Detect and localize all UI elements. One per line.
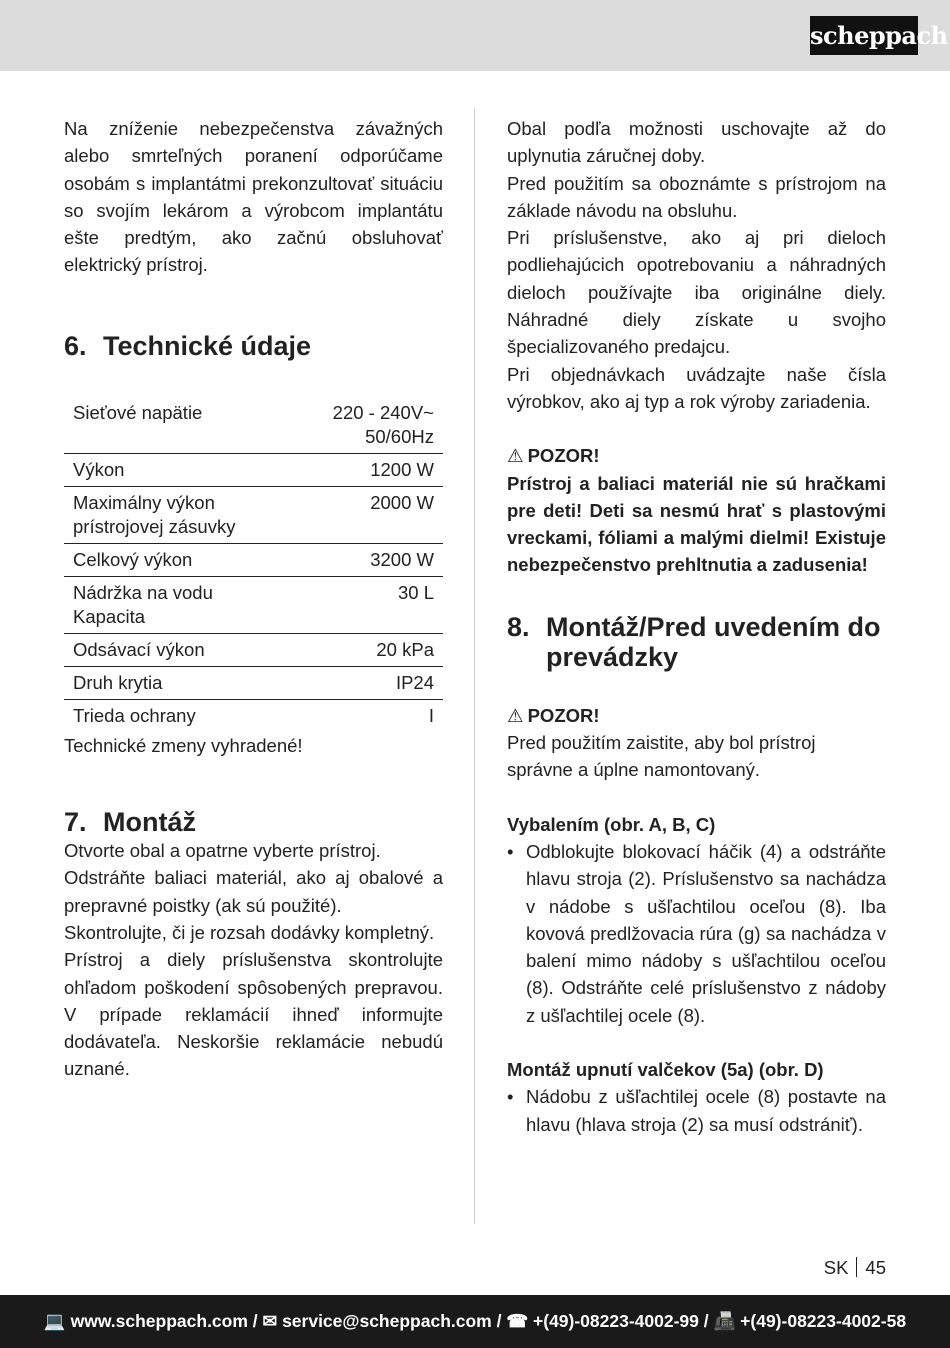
spec-label: Sieťové napätie (73, 401, 203, 423)
implant-warning-paragraph: Na zníženie nebezpečenstva závažných alebo smrteľných poranení odporúčame osobám s implantátmi prekonzultovať situáciu so svojím lekárom a výrobcom implantátu ešte predtým, ako začnú obsluhovať elektrický prístroj. (64, 118, 443, 276)
phone-icon: ☎ (506, 1311, 529, 1331)
phone-number[interactable]: +(49)-08223-4002-99 (533, 1311, 699, 1331)
list-item: • Odblokujte blokovací háčik (4) a odstráňte hlavu stroja (2). Príslušenstvo sa nachádza v nádobe s ušľachtilou oceľou (8). Iba kovová predlžovacia rúra (g) sa nachádza v balení mimo nádoby s ušľachtilou oceľou (8). Odstráňte celé príslušenstvo z nádoby z ušľachtilej ocele (8). (507, 838, 886, 1029)
spec-label: Výkon (73, 458, 125, 480)
warning-text: Prístroj a baliaci materiál nie sú hračkami pre deti! Deti sa nesmú hrať s plastovými vreckami, fóliami a malými dielmi! Existuje nebezpečenstvo prehltnutia a zadusenia! (507, 472, 886, 576)
section-6-heading (64, 331, 443, 361)
technical-changes-note: Technické zmeny vyhradené! (64, 734, 303, 756)
footer-separator: / (247, 1311, 263, 1331)
spec-value: IP24 (395, 671, 434, 693)
page-number (824, 1254, 886, 1281)
assembly-paragraph: Skontrolujte, či je rozsah dodávky kompletný. (64, 921, 435, 943)
spec-label: Druh krytia (73, 671, 163, 693)
footer-bar (0, 1295, 950, 1348)
roller-mount-subheading: Montáž upnutí valčekov (5a) (obr. D) (507, 1059, 824, 1081)
assembly-paragraph: Otvorte obal a opatrne vyberte prístroj. (64, 840, 381, 862)
fax-icon: 📠 (713, 1311, 736, 1331)
spec-label: Odsávací výkon (73, 638, 205, 660)
section-7-heading (64, 807, 443, 837)
spec-value: I (428, 704, 434, 726)
section-8-heading (507, 612, 886, 672)
table-row (64, 543, 443, 576)
spec-value: 30 L (397, 581, 434, 603)
warning-triangle-icon: ⚠ (507, 704, 524, 726)
section-number: 7. (64, 807, 87, 838)
spec-value: 20 kPa (376, 638, 434, 660)
table-row (64, 453, 443, 486)
body-paragraph: Pred použitím sa oboznámte s prístrojom na základe návodu na obsluhu. (507, 172, 886, 221)
section-title: Montáž (103, 807, 196, 838)
fax-number: +(49)-08223-4002-58 (740, 1311, 907, 1331)
unpacking-list (507, 838, 886, 1029)
warning-label: POZOR! (527, 704, 600, 726)
list-item: • Nádobu z ušľachtilej ocele (8) postavte na hlavu (hlava stroja (2) sa musí odstrániť). (507, 1083, 886, 1138)
page-number-value: 45 (865, 1257, 886, 1278)
warning-triangle-icon: ⚠ (507, 445, 524, 467)
body-paragraph: Pri príslušenstve, ako aj pri dieloch podliehajúcich opotrebovaniu a náhradných dieloch používajte iba originálne diely. Náhradné diely získate u svojho špecializovaného predajcu. (507, 227, 886, 358)
spec-value: 3200 W (370, 548, 434, 570)
footer-separator: / (698, 1311, 714, 1331)
column-divider (474, 108, 475, 1224)
spec-value: 1200 W (370, 458, 434, 480)
section-number: 6. (64, 330, 87, 361)
table-row (64, 576, 443, 633)
spec-label: Celkový výkon (73, 548, 193, 570)
assembly-paragraph: Odstráňte baliaci materiál, ako aj obalové a prepravné poistky (ak sú použité). (64, 867, 443, 916)
section-number: 8. (507, 611, 530, 642)
left-column (64, 115, 443, 1083)
spec-value: 220 - 240V~ 50/60Hz (332, 401, 434, 447)
table-row (64, 699, 443, 732)
spec-value: 2000 W (370, 491, 434, 513)
computer-icon: 💻 (43, 1311, 66, 1331)
language-code: SK (823, 1257, 849, 1278)
right-column (507, 115, 886, 1138)
body-paragraph: Obal podľa možnosti uschovajte až do uplynutia záručnej doby. (507, 118, 886, 167)
spec-label: Nádržka na vodu Kapacita (73, 581, 213, 627)
table-row (64, 633, 443, 666)
table-row (64, 666, 443, 699)
warning-heading (507, 442, 886, 469)
roller-mount-list (507, 1083, 886, 1138)
table-row (64, 397, 443, 454)
page-number-separator (856, 1257, 857, 1277)
mail-icon: ✉ (262, 1311, 278, 1331)
scheppach-logo: scheppach (810, 16, 918, 55)
unpacking-subheading: Vybalením (obr. A, B, C) (507, 813, 716, 835)
website-link[interactable]: www.scheppach.com (70, 1311, 248, 1331)
section-title: Technické údaje (103, 330, 312, 361)
section-title: Montáž/Pred uvedením do prevádzky (546, 611, 881, 672)
email-link[interactable]: service@scheppach.com (282, 1311, 492, 1331)
body-paragraph: Pri objednávkach uvádzajte naše čísla výrobkov, ako aj typ a rok výroby zariadenia. (507, 363, 886, 412)
footer-separator: / (491, 1311, 507, 1331)
warning-label: POZOR! (527, 445, 600, 467)
spec-label: Maximálny výkon prístrojovej zásuvky (73, 491, 236, 537)
warning-heading (507, 702, 886, 729)
header-bar (0, 0, 950, 71)
technical-data-table (64, 397, 443, 732)
assembly-paragraph: Prístroj a diely príslušenstva skontrolujte ohľadom poškodení spôsobených prepravou. V prípade reklamácií ihneď informujte dodávateľa. Neskoršie reklamácie nebudú uznané. (64, 949, 443, 1080)
warning-text: Pred použitím zaistite, aby bol prístroj správne a úplne namontovaný. (507, 732, 816, 781)
table-row (64, 486, 443, 543)
spec-label: Trieda ochrany (73, 704, 196, 726)
